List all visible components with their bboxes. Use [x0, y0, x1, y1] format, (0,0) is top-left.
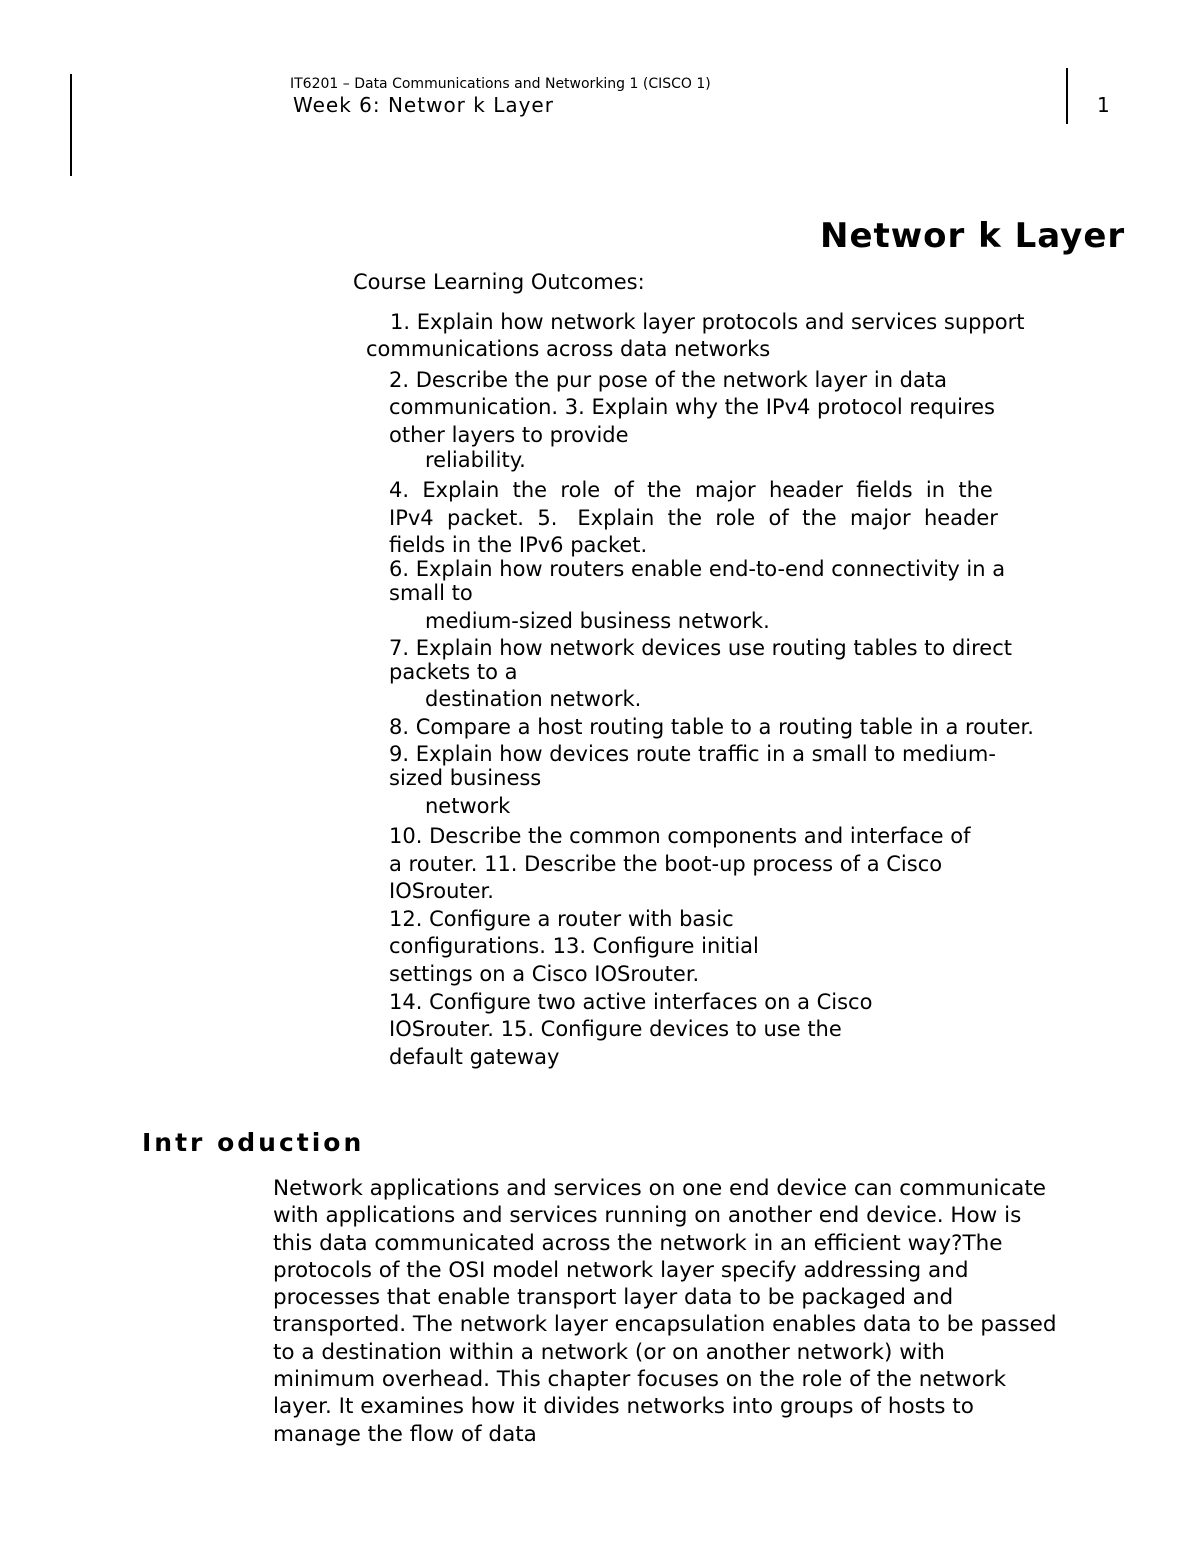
intro-line: protocols of the OSI model network layer specify addressing and: [273, 1257, 969, 1283]
page-title: Networ k Layer: [820, 216, 1126, 256]
outcome-line: network: [425, 794, 511, 818]
outcome-line: IOSrouter. 15. Configure devices to use the: [389, 1017, 842, 1041]
intro-line: to a destination within a network (or on another network) with: [273, 1339, 945, 1365]
outcome-line: IOSrouter.: [389, 879, 494, 903]
outcome-line: communication. 3. Explain why the IPv4 protocol requires: [389, 395, 995, 419]
outcome-line: 10. Describe the common components and interface of: [389, 824, 971, 848]
outcome-line: 9. Explain how devices route traffic in a small to medium-: [389, 742, 996, 766]
page-number-rule: [1066, 68, 1068, 124]
intro-line: Network applications and services on one end device can communicate: [273, 1176, 1047, 1201]
outcome-line: default gateway: [389, 1045, 560, 1069]
outcome-line: 2. Describe the pur pose of the network layer in data: [389, 368, 947, 392]
outcome-line: fields in the IPv6 packet.: [389, 533, 648, 557]
outcome-line: reliability.: [425, 448, 526, 472]
intro-line: with applications and services running on another end device. How is: [273, 1203, 1022, 1229]
outcome-line: 7. Explain how network devices use routing tables to direct: [389, 636, 1012, 660]
introduction-paragraph: [273, 1175, 1133, 1448]
outcome-line: 12. Configure a router with basic: [389, 907, 734, 931]
outcomes-label: Course Learning Outcomes:: [353, 270, 645, 294]
page-number: 1: [1097, 93, 1110, 117]
week-header: Week 6: Networ k Layer: [293, 93, 554, 117]
outcome-line: 6. Explain how routers enable end-to-end connectivity in a: [389, 557, 1006, 581]
intro-line: minimum overhead. This chapter focuses on the role of the network: [273, 1367, 1007, 1393]
outcome-line: medium-sized business network.: [425, 609, 770, 633]
outcome-line: destination network.: [425, 687, 642, 711]
outcome-line: sized business: [389, 766, 542, 790]
outcome-line: packets to a: [389, 660, 518, 684]
outcome-line: other layers to provide: [389, 423, 629, 447]
outcome-line: small to: [389, 581, 473, 605]
intro-line: layer. It examines how it divides networks into groups of hosts to: [273, 1394, 974, 1420]
outcome-line: a router. 11. Describe the boot-up process of a Cisco: [389, 852, 943, 876]
outcome-line: 4. Explain the role of the major header fields in the: [389, 478, 993, 502]
intro-line: transported. The network layer encapsulation enables data to be passed: [273, 1312, 1057, 1338]
introduction-heading: Intr oduction: [142, 1128, 365, 1157]
intro-line: this data communicated across the network in an efficient way?The: [273, 1230, 1003, 1256]
intro-line: processes that enable transport layer data to be packaged and: [273, 1285, 954, 1311]
outcome-line: 14. Configure two active interfaces on a Cisco: [389, 990, 873, 1014]
outcome-line: configurations. 13. Configure initial: [389, 934, 759, 958]
outcome-line: settings on a Cisco IOSrouter.: [389, 962, 700, 986]
outcome-line: communications across data networks: [366, 337, 771, 361]
outcome-line: IPv4 packet. 5. Explain the role of the major header: [389, 506, 998, 530]
course-header: IT6201 – Data Communications and Networking 1 (CISCO 1): [290, 76, 711, 92]
left-margin-rule: [70, 74, 72, 176]
outcome-line: 1. Explain how network layer protocols and services support: [390, 310, 1025, 334]
outcome-line: 8. Compare a host routing table to a routing table in a router.: [389, 715, 1034, 739]
intro-line: manage the flow of data: [273, 1421, 537, 1447]
